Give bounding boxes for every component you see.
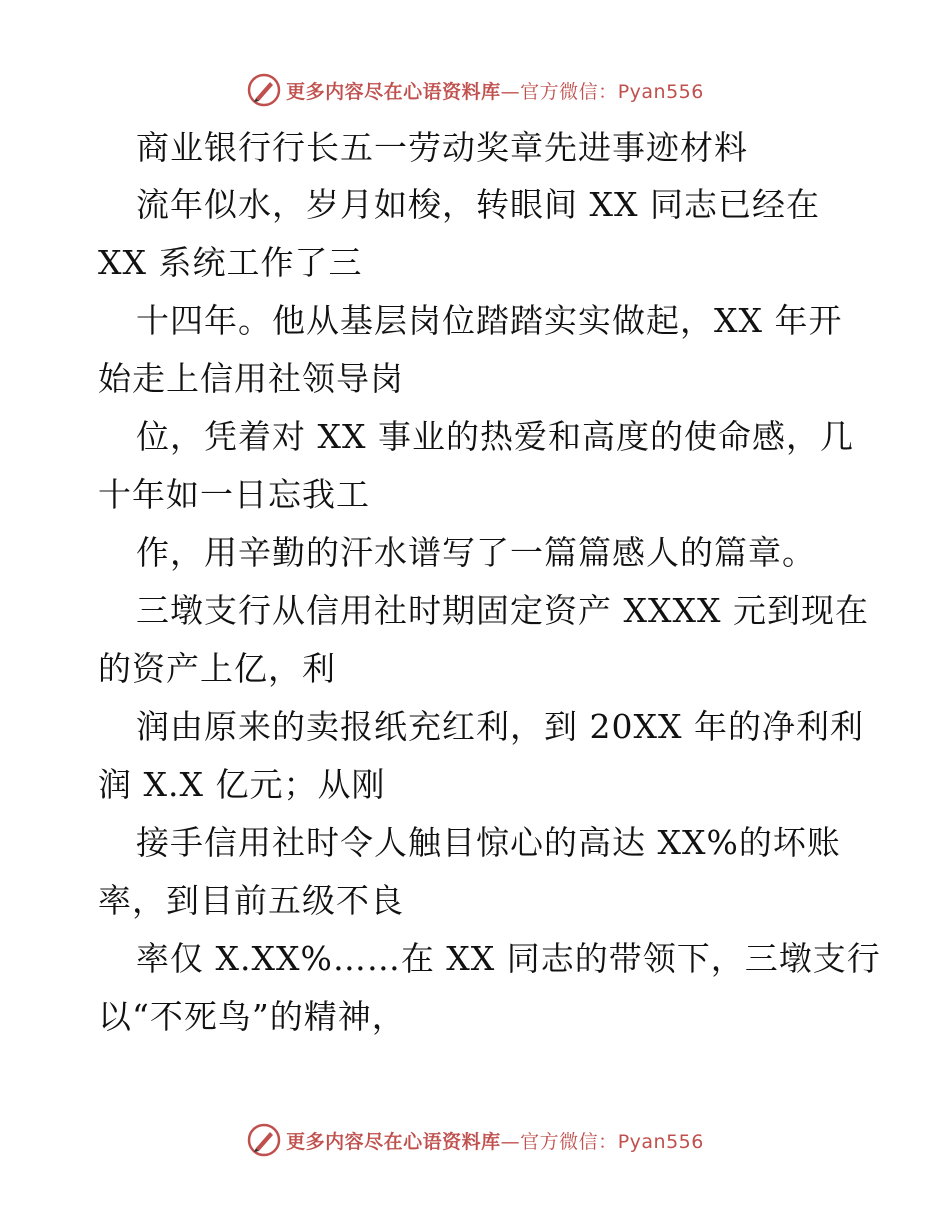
paragraph-line: 接手信用社时令人触目惊心的高达 XX%的坏账 [136, 823, 841, 862]
footer-brand-text: 更多内容尽在心语资料库 [286, 1130, 501, 1153]
paragraph-line: 润 X.X 亿元；从刚 [98, 765, 386, 804]
footer-wechat-label: 官方微信： [520, 1130, 618, 1153]
paragraph-line: XX 系统工作了三 [98, 243, 363, 282]
paragraph-line: 三墩支行从信用社时期固定资产 XXXX 元到现在 [136, 591, 869, 630]
header-separator: — [500, 80, 521, 103]
footer-wechat-id: Pyan556 [617, 1130, 704, 1153]
paragraph-line: 十年如一日忘我工 [98, 475, 370, 514]
paragraph-line: 的资产上亿，利 [98, 649, 336, 688]
paragraph-line: 始走上信用社领导岗 [98, 359, 404, 398]
paragraph-line: 率仅 X.XX%……在 XX 同志的带领下，三墩支行 [136, 939, 881, 978]
paragraph-line: 作，用辛勤的汗水谱写了一篇篇感人的篇章。 [136, 533, 816, 572]
footer-banner-text [286, 1127, 704, 1154]
paragraph-line: 流年似水，岁月如梭，转眼间 XX 同志已经在 [136, 185, 820, 224]
paragraph-line: 以“不死鸟”的精神， [98, 997, 406, 1036]
paragraph-line: 位，凭着对 XX 事业的热爱和高度的使命感，几 [136, 417, 854, 456]
pen-logo-icon [246, 1122, 282, 1158]
paragraph-line: 率，到目前五级不良 [98, 881, 404, 920]
paragraph-line: 润由原来的卖报纸充红利，到 20XX 年的净利利 [136, 707, 864, 746]
paragraph-line: 十四年。他从基层岗位踏踏实实做起，XX 年开 [136, 301, 843, 340]
document-title: 商业银行行长五一劳动奖章先进事迹材料 [136, 128, 748, 167]
footer-banner [0, 1118, 950, 1162]
footer-separator: — [500, 1130, 521, 1153]
header-wechat-id: Pyan556 [617, 80, 704, 103]
header-wechat-label: 官方微信： [520, 80, 618, 103]
header-brand-text: 更多内容尽在心语资料库 [286, 80, 501, 103]
